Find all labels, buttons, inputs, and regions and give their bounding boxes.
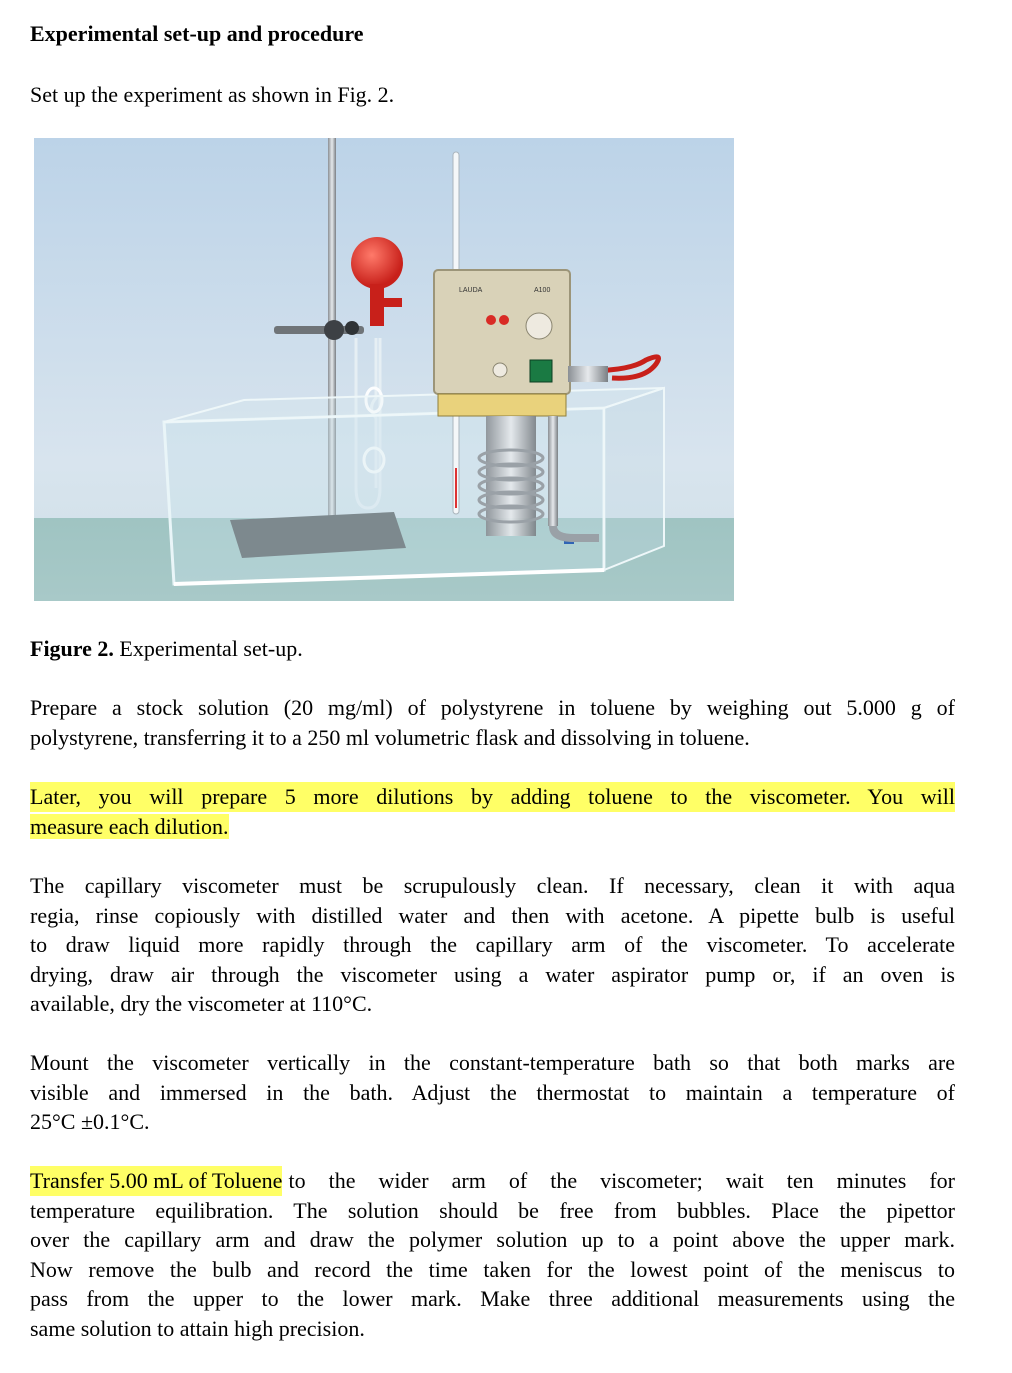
para3-line5: available, dry the viscometer at 110°C. — [30, 991, 373, 1017]
para2-line2-wrap — [30, 812, 955, 842]
para5-line5: pass from the upper to the lower mark. Make three additional measurements using the — [30, 1286, 955, 1312]
para3-line4: drying, draw air through the viscometer using a water aspirator pump or, if an oven is — [30, 961, 955, 987]
para5-line6: same solution to attain high precision. — [30, 1316, 365, 1341]
para1-line2: polystyrene, transferring it to a 250 ml volumetric flask and dissolving in toluene. — [30, 724, 750, 750]
caption-text: Experimental set-up. — [113, 636, 303, 661]
experimental-setup-figure — [34, 138, 734, 601]
para5-line2: temperature equilibration. The solution should be free from bubbles. Place the pipettor — [30, 1197, 955, 1223]
para5-line4: Now remove the bulb and record the time taken for the lowest point of the meniscus to — [30, 1256, 955, 1282]
para2-line2: measure each dilution. — [30, 813, 229, 839]
para5-line1 — [30, 1166, 955, 1196]
para4-line2: visible and immersed in the bath. Adjust the thermostat to maintain a temperature of — [30, 1079, 955, 1105]
para5-highlight: Transfer 5.00 mL of Toluene — [30, 1166, 282, 1196]
para5-line3: over the capillary arm and draw the polymer solution up to a point above the upper mark. — [30, 1227, 955, 1253]
svg-text:A100: A100 — [534, 287, 551, 294]
para4-line1: Mount the viscometer vertically in the constant-temperature bath so that both marks are — [30, 1050, 955, 1075]
glass-bath — [164, 388, 664, 584]
svg-text:LAUDA: LAUDA — [459, 287, 483, 294]
section-heading: Experimental set-up and procedure — [30, 21, 364, 46]
para4-line3: 25°C ±0.1°C. — [30, 1109, 150, 1135]
para3-line1: The capillary viscometer must be scrupulously clean. If necessary, clean it with aqua — [30, 873, 955, 898]
figure-caption — [30, 634, 303, 663]
para1-line1: Prepare a stock solution (20 mg/ml) of polystyrene in toluene by weighing out 5.000 g of — [30, 695, 955, 720]
para5-line1-rest: to the wider arm of the viscometer; wait ten minutes for — [288, 1168, 955, 1193]
intro-text: Set up the experiment as shown in Fig. 2. — [30, 82, 395, 107]
pipette-bulb — [351, 237, 403, 289]
thermostat-unit — [434, 270, 570, 416]
para3-line2: regia, rinse copiously with distilled water and then with acetone. A pipette bulb is useful — [30, 902, 955, 928]
para3-line3: to draw liquid more rapidly through the capillary arm of the viscometer. To accelerate — [30, 932, 955, 958]
para2-line1: Later, you will prepare 5 more dilutions by adding toluene to the viscometer. You will — [30, 782, 955, 812]
caption-label: Figure 2. — [30, 636, 114, 661]
